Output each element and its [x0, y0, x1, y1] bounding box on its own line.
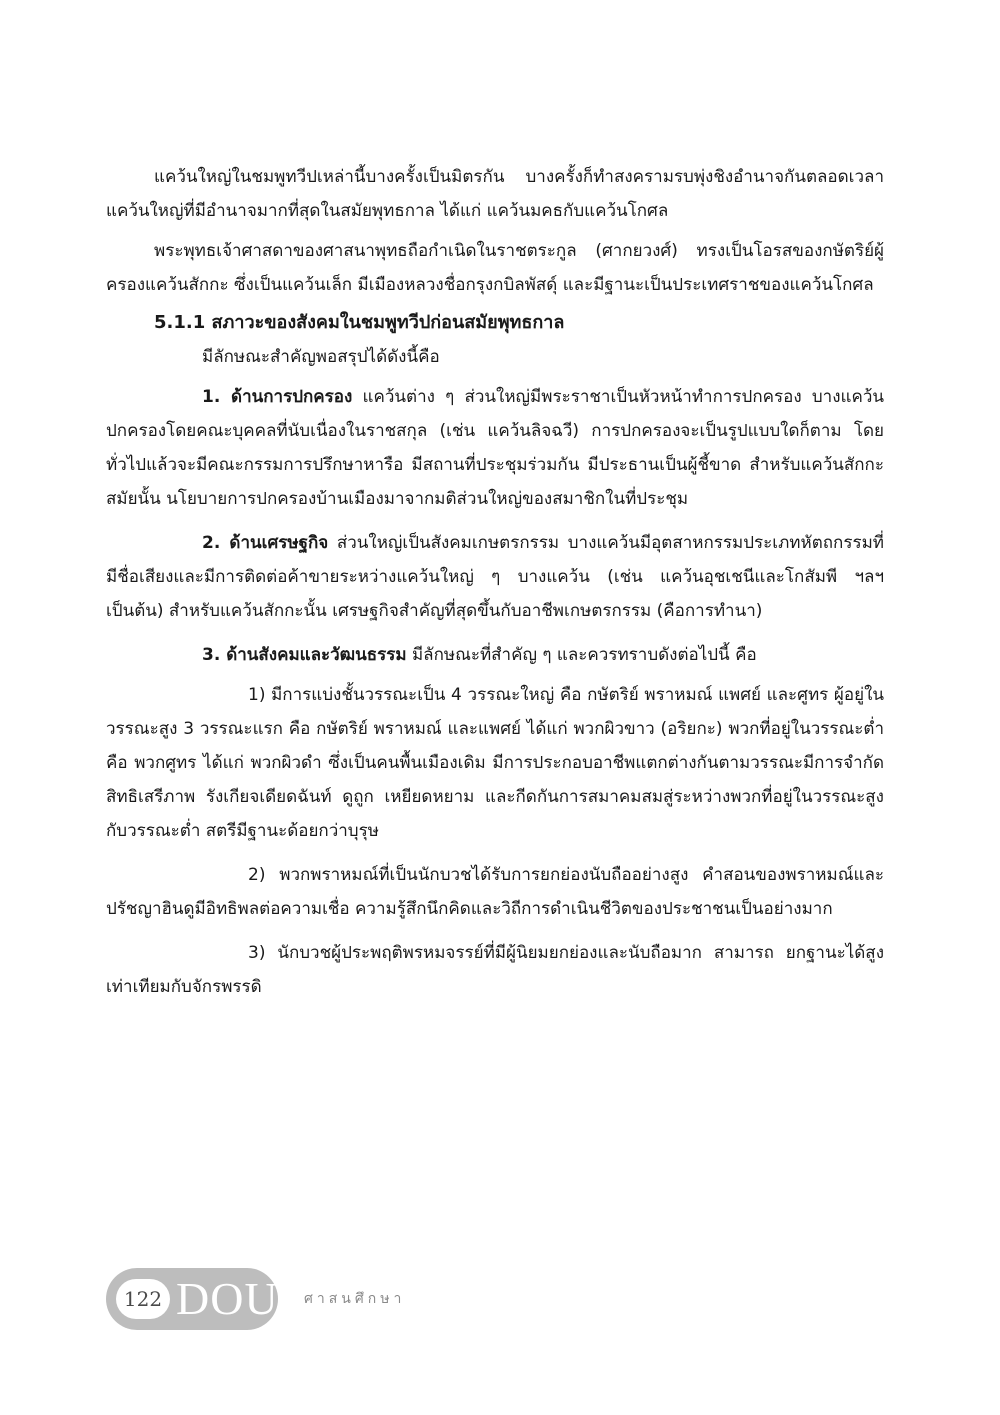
- subitem-ascetics: 3) นักบวชผู้ประพฤติพรหมจรรย์ที่มีผู้นิยมยกย่องและนับถือมาก สามารถ ยกฐานะได้สูงเท่าเทียมกับจักรพรรดิ: [106, 943, 884, 997]
- item-governance-title: 1. ด้านการปกครอง: [202, 387, 353, 407]
- item-economy-text: ส่วนใหญ่เป็นสังคมเกษตรกรรม บางแคว้นมีอุตสาหกรรมประเภทหัตถกรรมที่มีชื่อเสียงและมีการติดต่อค้าขายระหว่างแคว้นใหญ่ ๆ บางแคว้น (เช่น แคว้นอุชเชนีและโกสัมพี ฯลฯ เป็นต้น) สำหรับแคว้นสักกะนั้น เศรษฐกิจสำคัญที่สุดขึ้นกับอาชีพเกษตรกรรม (คือการทำนา): [106, 533, 884, 621]
- paragraph-kingdoms: แคว้นใหญ่ในชมพูทวีปเหล่านี้บางครั้งเป็นมิตรกัน บางครั้งก็ทำสงครามรบพุ่งชิงอำนาจกันตลอดเวลา แคว้นใหญ่ที่มีอำนาจมากที่สุดในสมัยพุทธกาล ได้แก่ แคว้นมคธกับแคว้นโกศล: [106, 167, 884, 221]
- course-title: ศาสนศึกษา: [304, 1291, 406, 1307]
- dou-logo-badge: [106, 1268, 278, 1330]
- item-society: [106, 638, 884, 672]
- item-society-text: มีลักษณะที่สำคัญ ๆ และควรทราบดังต่อไปนี้ คือ: [406, 645, 757, 665]
- subitem-brahmins: 2) พวกพราหมณ์ที่เป็นนักบวชได้รับการยกย่องนับถืออย่างสูง คำสอนของพราหมณ์และปรัชญาฮินดูมีอิทธิพลต่อความเชื่อ ความรู้สึกนึกคิดและวิถีการดำเนินชีวิตของประชาชนเป็นอย่างมาก: [106, 865, 884, 919]
- item-governance: [106, 380, 884, 516]
- section-intro: มีลักษณะสำคัญพอสรุปได้ดังนี้คือ: [202, 347, 440, 367]
- page-content: [106, 160, 884, 1004]
- subitem-caste: 1) มีการแบ่งชั้นวรรณะเป็น 4 วรรณะใหญ่ คือ กษัตริย์ พราหมณ์ แพศย์ และศูทร ผู้อยู่ในวรรณะสูง 3 วรรณะแรก คือ กษัตริย์ พราหมณ์ และแพศย์ ได้แก่ พวกผิวขาว (อริยกะ) พวกที่อยู่ในวรรณะต่ำ คือ พวกศูทร ได้แก่ พวกผิวดำ ซึ่งเป็นคนพื้นเมืองเดิม มีการประกอบอาชีพแตกต่างกันตามวรรณะมีการจำกัดสิทธิเสรีภาพ รังเกียจเดียดฉันท์ ดูถูก เหยียดหยาม และกีดกันการสมาคมสมสู่ระหว่างพวกที่อยู่ในวรรณะสูงกับวรรณะต่ำ สตรีมีฐานะด้อยกว่าบุรุษ: [106, 685, 884, 841]
- item-economy-title: 2. ด้านเศรษฐกิจ: [202, 533, 329, 553]
- item-governance-text: แคว้นต่าง ๆ ส่วนใหญ่มีพระราชาเป็นหัวหน้าทำการปกครอง บางแคว้นปกครองโดยคณะบุคคลที่นับเนื่องในราชสกุล (เช่น แคว้นลิจฉวี) การปกครองจะเป็นรูปแบบใดก็ตาม โดยทั่วไปแล้วจะมีคณะกรรมการปรึกษาหารือ มีสถานที่ประชุมร่วมกัน มีประธานเป็นผู้ชี้ขาด สำหรับแคว้นสักกะสมัยนั้น นโยบายการปกครองบ้านเมืองมาจากมติส่วนใหญ่ของสมาชิกในที่ประชุม: [106, 387, 884, 509]
- paragraph-buddha-origin: พระพุทธเจ้าศาสดาของศาสนาพุทธถือกำเนิดในราชตระกูล (ศากยวงศ์) ทรงเป็นโอรสของกษัตริย์ผู้ครองแคว้นสักกะ ซึ่งเป็นแคว้นเล็ก มีเมืองหลวงชื่อกรุงกบิลพัสดุ์ และมีฐานะเป็นประเทศราชของแคว้นโกศล: [106, 241, 884, 295]
- item-society-title: 3. ด้านสังคมและวัฒนธรรม: [202, 645, 407, 665]
- item-economy: [106, 526, 884, 628]
- page-number: 122: [116, 1279, 170, 1319]
- section-heading: 5.1.1 สภาวะของสังคมในชมพูทวีปก่อนสมัยพุทธกาล: [154, 312, 565, 333]
- page-footer: [106, 1268, 405, 1330]
- dou-logo-text: DOU: [176, 1273, 279, 1324]
